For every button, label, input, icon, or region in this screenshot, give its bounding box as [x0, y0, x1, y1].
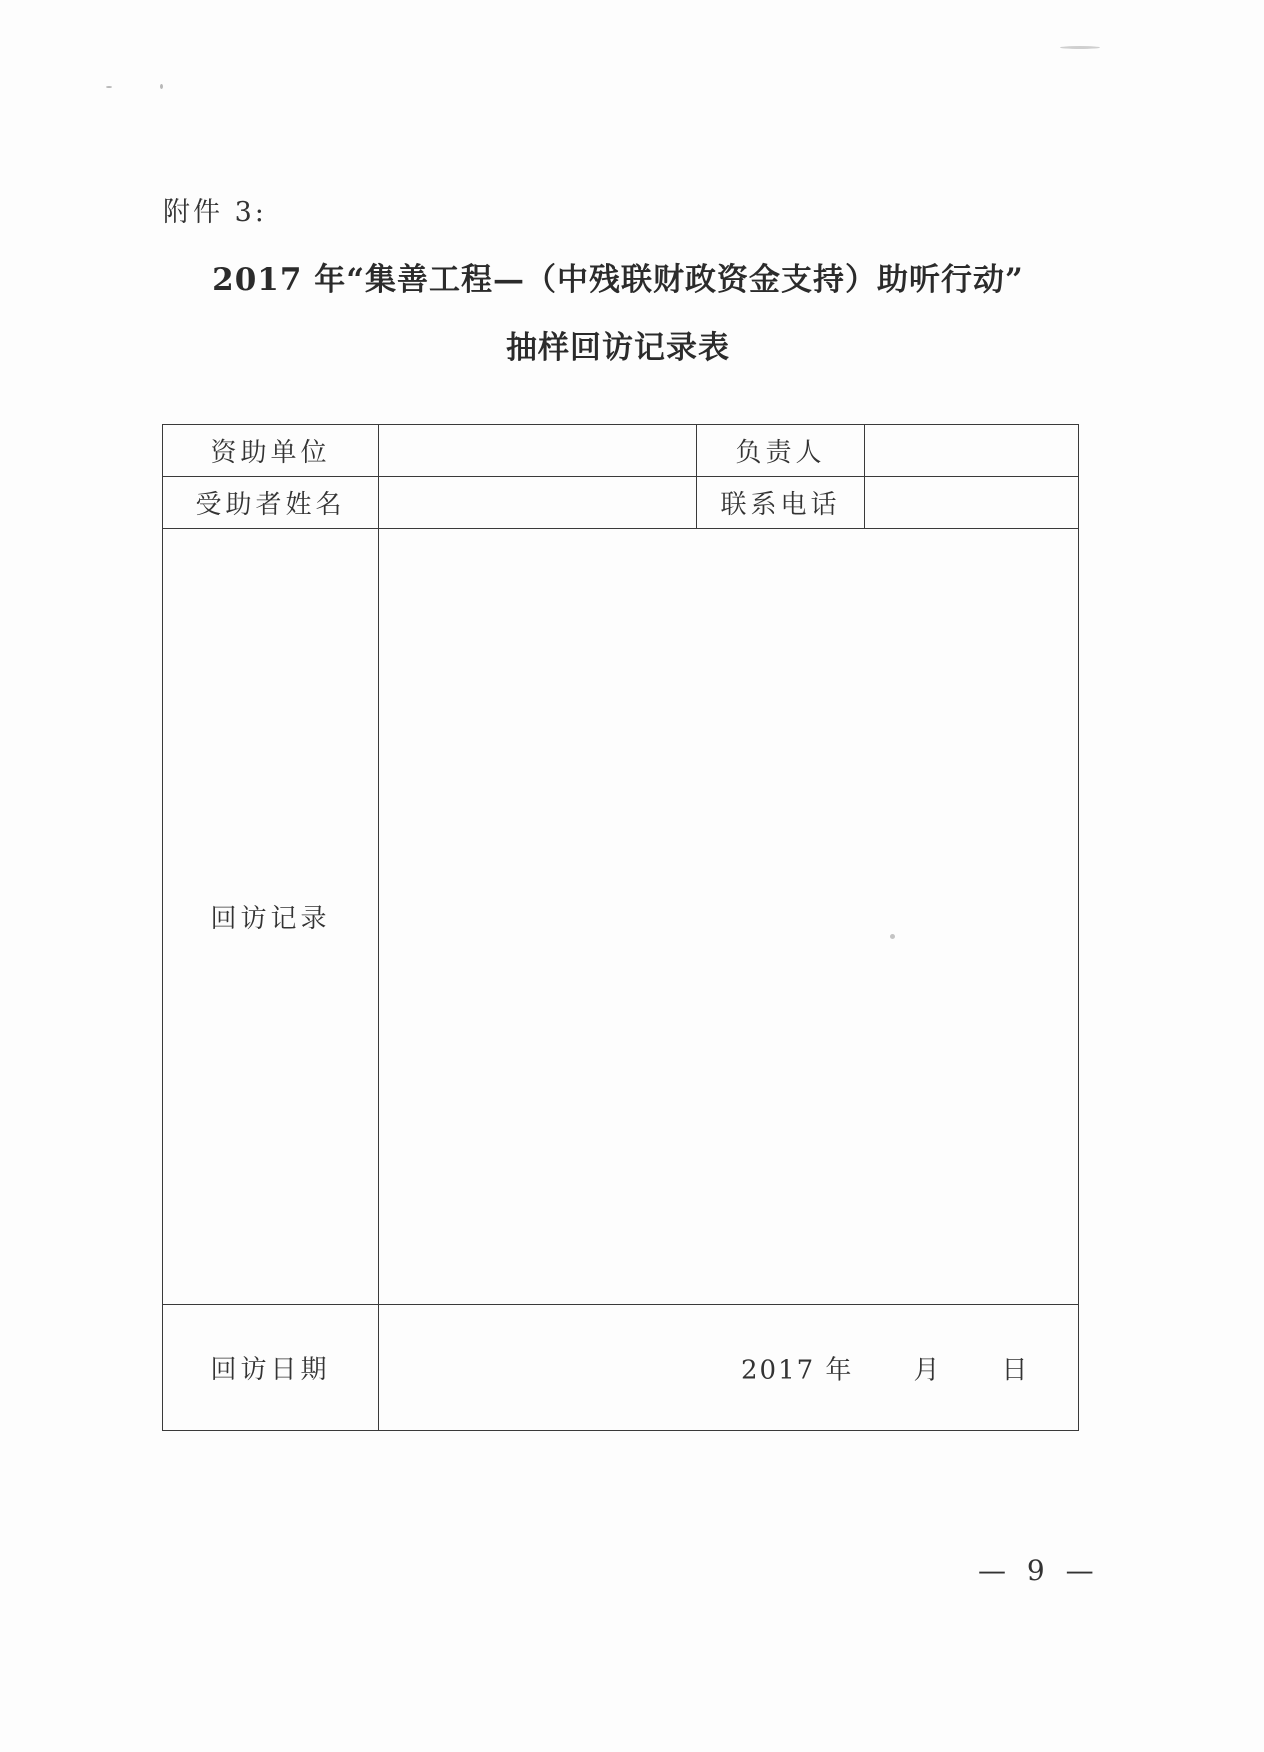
- contact-phone-label: 联系电话: [697, 477, 865, 529]
- visit-record-label: 回访记录: [163, 529, 379, 1305]
- scan-artifact: [160, 84, 163, 89]
- page-number: — 9 —: [978, 1554, 1100, 1587]
- scan-artifact: [106, 86, 112, 88]
- table-row: [163, 529, 1079, 1305]
- record-form-table: [162, 424, 1079, 1431]
- visit-date-field[interactable]: [379, 1305, 1079, 1431]
- visit-date-year: 2017 年: [741, 1355, 854, 1385]
- visit-date-day: 日: [1001, 1355, 1030, 1385]
- document-subtitle: 抽样回访记录表: [506, 330, 730, 366]
- table-row: [163, 425, 1079, 477]
- sponsor-unit-field[interactable]: [379, 425, 697, 477]
- visit-date-month: 月: [913, 1355, 942, 1385]
- sponsor-unit-label: 资助单位: [163, 425, 379, 477]
- table-row: [163, 477, 1079, 529]
- table-row: [163, 1305, 1079, 1431]
- scan-artifact: [1060, 46, 1100, 49]
- person-in-charge-label: 负责人: [697, 425, 865, 477]
- person-in-charge-field[interactable]: [865, 425, 1079, 477]
- visit-date-label: 回访日期: [163, 1305, 379, 1431]
- recipient-name-field[interactable]: [379, 477, 697, 529]
- document-title: 2017 年“集善工程—（中残联财政资金支持）助听行动”: [212, 262, 1024, 298]
- attachment-label: 附件 3:: [163, 197, 267, 228]
- visit-record-field[interactable]: [379, 529, 1079, 1305]
- contact-phone-field[interactable]: [865, 477, 1079, 529]
- visit-date-value: [741, 1349, 1029, 1386]
- recipient-name-label: 受助者姓名: [163, 477, 379, 529]
